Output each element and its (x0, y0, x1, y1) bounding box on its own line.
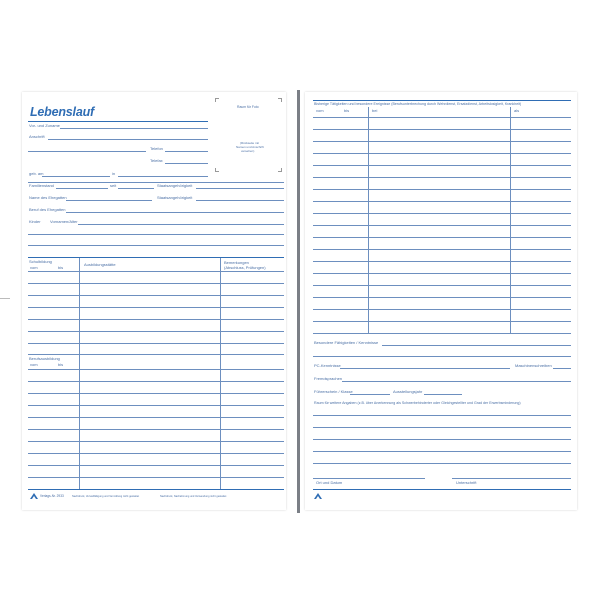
field-name[interactable] (60, 128, 208, 129)
school-col-from: vom (30, 265, 38, 270)
label-born: geb. am (29, 171, 44, 176)
field-place-date[interactable] (313, 478, 425, 479)
activity-row (313, 237, 571, 238)
label-phone: Telefon (150, 146, 163, 151)
field-languages[interactable] (342, 381, 571, 382)
field-family-status[interactable] (56, 188, 108, 189)
field-further[interactable] (313, 439, 571, 440)
vocational-title: Berufsausbildung (29, 356, 60, 361)
vocational-row (28, 381, 284, 382)
activity-row (313, 165, 571, 166)
label-spouse-job: Beruf des Ehegatten (29, 207, 66, 212)
label-since: seit (110, 183, 117, 188)
activity-row (313, 117, 571, 118)
field-spouse-name[interactable] (66, 200, 152, 201)
school-row (28, 343, 284, 344)
field-license-since[interactable] (424, 394, 462, 395)
footer-publisher: Verlags-Nr. 2933 (40, 494, 64, 498)
school-row (28, 271, 284, 272)
school-col-divider (79, 258, 80, 489)
activity-row (313, 261, 571, 262)
activity-row (313, 309, 571, 310)
page-right (305, 92, 577, 510)
school-row (28, 295, 284, 296)
vocational-row (28, 453, 284, 454)
field-pc[interactable] (340, 368, 510, 369)
label-nationality: Staatsangehörigkeit (157, 183, 193, 188)
field-license[interactable] (350, 394, 390, 395)
activity-row (313, 273, 571, 274)
school-row (28, 307, 284, 308)
right-page-bottom (313, 489, 571, 490)
field-address-2[interactable] (28, 151, 146, 152)
school-row (28, 283, 284, 284)
table-bottom (28, 489, 284, 490)
label-children: Kinder (29, 219, 41, 224)
school-row (28, 319, 284, 320)
school-col-degree: Ausbildungsstätte (84, 262, 116, 267)
school-title: Schulbildung (29, 259, 52, 264)
field-born-in[interactable] (118, 176, 208, 177)
fold-mark (0, 298, 10, 299)
activity-row (313, 129, 571, 130)
school-col-remarks-2: (Abschluss, Prüfungen) (224, 265, 266, 270)
photo-corner (278, 98, 282, 102)
photo-corner (215, 98, 219, 102)
activity-row (313, 213, 571, 214)
activity-header: Bisherige Tätigkeiten und besondere Ereignisse (Berufsunterbrechung durch Wehrdienst, Ersatzdienst, Arbeitslosigkeit, Krankheit) (314, 102, 522, 106)
field-further[interactable] (313, 427, 571, 428)
label-languages: Fremdsprachen (314, 376, 343, 381)
vocational-col-from: vom (30, 362, 38, 367)
label-pc: PC-Kenntnisse (314, 363, 341, 368)
binding-spine (297, 90, 300, 513)
label-address: Anschrift (29, 134, 45, 139)
vocational-row (28, 477, 284, 478)
activity-row (313, 225, 571, 226)
photo-note: (Rückseite mit (240, 141, 260, 145)
vocational-col-to: bis (58, 362, 64, 367)
activity-row (313, 297, 571, 298)
vocational-row (28, 417, 284, 418)
photo-corner (215, 168, 219, 172)
field-spouse-nationality[interactable] (196, 200, 284, 201)
activity-row (313, 177, 571, 178)
field-children[interactable] (78, 224, 284, 225)
footer-note: Nachdruck, Vervielfältigung und Vermittlung nicht gestattet (72, 495, 140, 498)
title-rule (28, 121, 208, 122)
footer-note: Nachdruck, Nachahmung und Verwendung nicht gestattet (160, 495, 227, 498)
school-col-to: bis (58, 265, 64, 270)
field-special-skills[interactable] (382, 345, 571, 346)
label-license: Führerschein / Klasse (314, 389, 353, 394)
field-further[interactable] (313, 415, 571, 416)
field-further[interactable] (313, 451, 571, 452)
vocational-row (28, 369, 284, 370)
photo-note: versehen) (241, 149, 255, 153)
field-phone[interactable] (165, 151, 208, 152)
activity-col-to: bis (344, 108, 350, 113)
field-nationality[interactable] (196, 188, 284, 189)
school-col-remarks: Bemerkungen (224, 260, 249, 265)
activity-row (313, 333, 571, 334)
label-first-names: Vornamen/Alter (50, 219, 78, 224)
vocational-table-top (28, 354, 284, 355)
activity-row (313, 249, 571, 250)
activity-table-top (313, 100, 571, 101)
activity-row (313, 153, 571, 154)
field-special-skills-2[interactable] (313, 356, 571, 357)
school-col-divider (220, 258, 221, 489)
divider (28, 182, 284, 183)
activity-row (313, 321, 571, 322)
field-children-2[interactable] (28, 234, 284, 235)
vocational-row (28, 441, 284, 442)
activity-row (313, 189, 571, 190)
field-children-3[interactable] (28, 245, 284, 246)
label-signature: Unterschrift (456, 480, 477, 485)
label-spouse-name: Name des Ehegatten (29, 195, 67, 200)
label-license-since: Ausstellungsjahr (393, 389, 423, 394)
label-typing: Maschinenschreiben (515, 363, 552, 368)
label-special-skills: Besondere Fähigkeiten / Kenntnisse (314, 340, 379, 345)
activity-col-from: vom (316, 108, 324, 113)
publisher-logo (30, 493, 38, 499)
activity-col-employer: bei (372, 108, 378, 113)
activity-col-as: als (514, 108, 520, 113)
photo-note: Namen und Anschrift (236, 145, 264, 149)
vocational-row (28, 429, 284, 430)
field-signature[interactable] (452, 478, 571, 479)
field-born[interactable] (42, 176, 110, 177)
label-further: Raum für weitere Angaben (z.B. über Anerkennung als Schwerbehinderter oder Gleichgestellter und Grad der Erwerbsminderung) (314, 401, 521, 405)
vocational-row (28, 393, 284, 394)
activity-row (313, 141, 571, 142)
publisher-logo (314, 493, 322, 499)
page-left (22, 92, 286, 510)
school-row (28, 331, 284, 332)
label-spouse-nationality: Staatsangehörigkeit (157, 195, 193, 200)
school-table-top (28, 257, 284, 258)
field-since[interactable] (118, 188, 154, 189)
activity-row (313, 201, 571, 202)
label-born-in: in (112, 171, 116, 176)
label-family-status: Familienstand (29, 183, 54, 188)
label-name: Vor- und Zuname (29, 123, 60, 128)
page-title: Lebenslauf (30, 105, 94, 119)
field-fax[interactable] (165, 163, 208, 164)
activity-row (313, 285, 571, 286)
field-further[interactable] (313, 463, 571, 464)
photo-corner (278, 168, 282, 172)
field-typing[interactable] (553, 368, 571, 369)
field-address[interactable] (48, 139, 208, 140)
vocational-row (28, 405, 284, 406)
photo-label: Raum für Foto (237, 105, 259, 109)
label-place-date: Ort und Datum (316, 480, 343, 485)
field-spouse-job[interactable] (66, 212, 284, 213)
label-fax: Telefax (150, 158, 163, 163)
vocational-row (28, 465, 284, 466)
